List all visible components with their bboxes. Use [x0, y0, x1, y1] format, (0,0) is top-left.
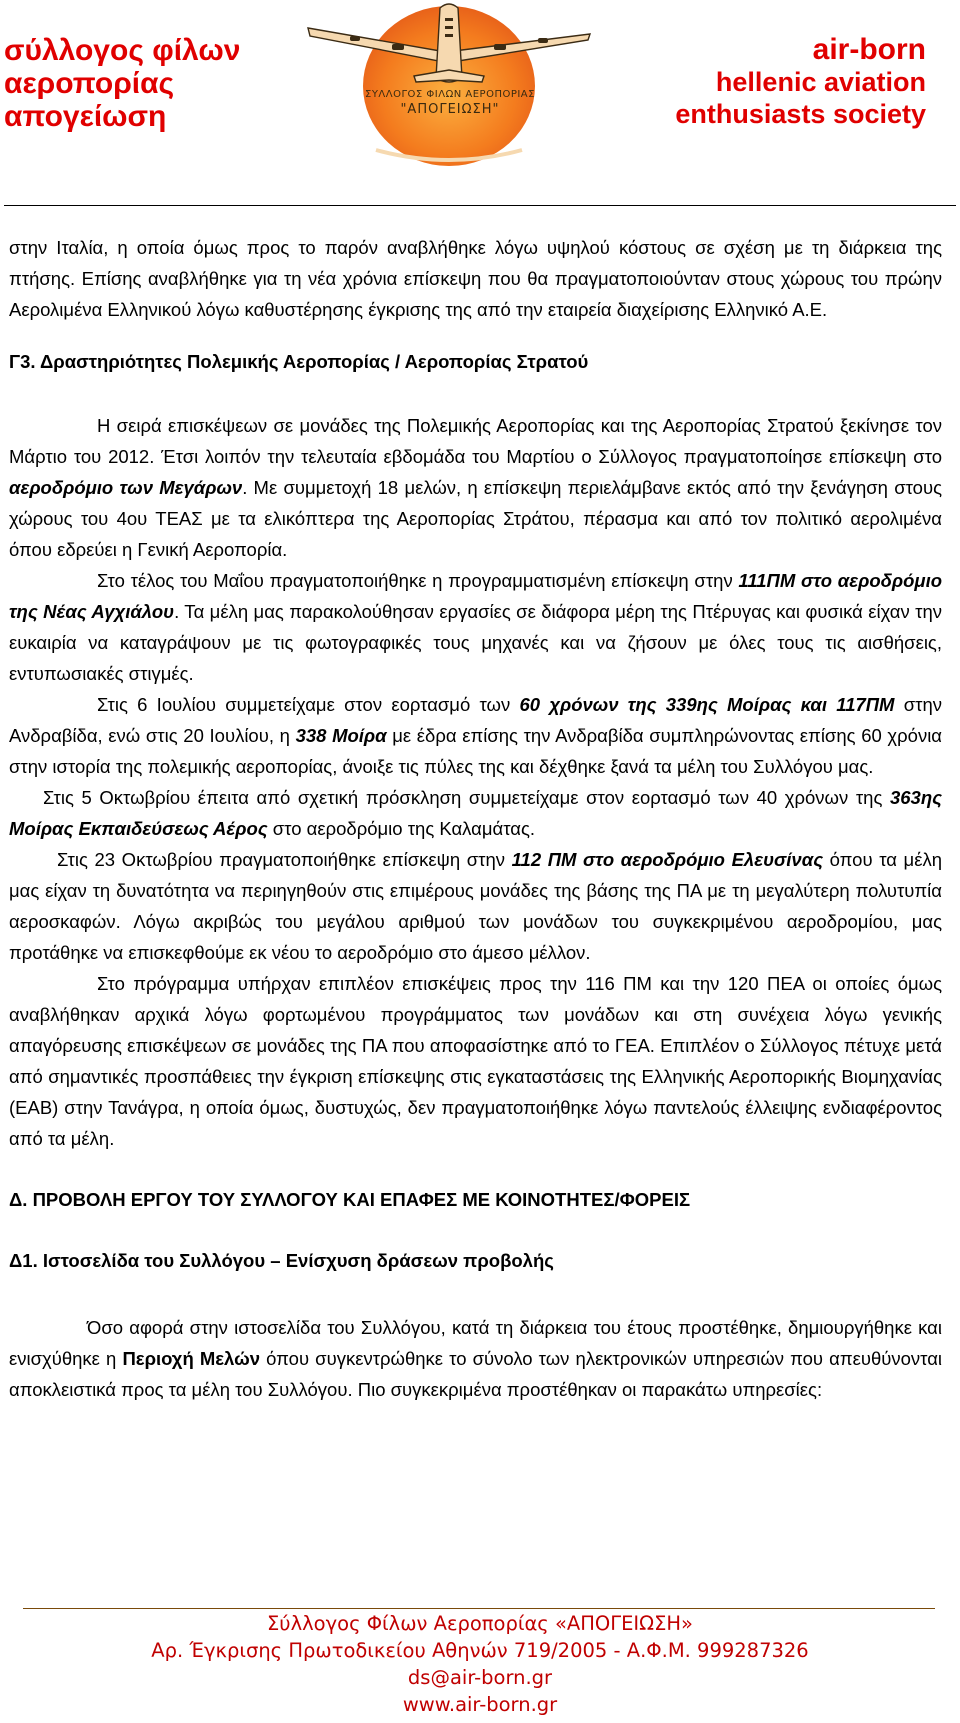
header-right-line-2: enthusiasts society [675, 99, 926, 129]
paragraph-postponed-visits: Στο πρόγραμμα υπήρχαν επιπλέον επισκέψεις προς την 116 ΠΜ και την 120 ΠΕΑ οι οποίες όμως αναβλήθηκαν αρχικά λόγω φορτωμένου προγράμματος των μονάδων και στη συνέχεια λόγω γενικής απαγόρευσης επισκέψεων σε μονάδες της ΠΑ που αποφασίστηκε από το ΓΕΑ. Επιπλέον ο Σύλλογος πέτυχε μετά από σημαντικές προσπάθειες την έγκριση επίσκεψης στις εγκαταστάσεις της Ελληνικής Αεροπορικής Βιομηχανίας (ΕΑΒ) στην Τανάγρα, η οποία όμως, δυστυχώς, δεν πραγματοποιήθηκε λόγω παντελούς έλλειψης ενδιαφέροντος από τα μέλη. [9, 973, 942, 1149]
footer-org-name: Σύλλογος Φίλων Αεροπορίας «ΑΠΟΓΕΙΩΣΗ» [266, 1612, 693, 1635]
paragraph-text: όπου τα μέλη μας είχαν τη δυνατότητα να περιηγηθούν στις επιμέρους μονάδες της βάσης της ΠΑ με τη μεγαλύτερη πολυτυπία αεροσκαφών. Λόγω ακριβώς του μεγάλου αριθμού των μονάδων του συγκεκριμένου αεροδρομίου, μας προτάθηκε να επισκεφθούμε εκ νέου το αεροδρόμιο στο άμεσο μέλλον. [9, 849, 942, 963]
paragraph-text: Στις 5 Οκτωβρίου έπειτα από σχετική πρόσκληση συμμετείχαμε στον εορτασμό των 40 χρόνων της [43, 787, 890, 808]
paragraph-text: Η σειρά επισκέψεων σε μονάδες της Πολεμικής Αεροπορίας και της Αεροπορίας Στρατού ξεκίνησε τον Μάρτιο του 2012. Έτσι λοιπόν την τελευταία εβδομάδα του Μαρτίου ο Σύλλογος πραγματοποίησε επίσκεψη στο [9, 415, 942, 467]
header-left-line-1: σύλλογος φίλων [4, 34, 241, 67]
footer-registration: Αρ. Έγκρισης Πρωτοδικείου Αθηνών 719/2005 - Α.Φ.Μ. 999287326 [151, 1639, 809, 1662]
footer [0, 1610, 960, 1718]
logo-caption-line-1: ΣΥΛΛΟΓΟΣ ΦΙΛΩΝ ΑΕΡΟΠΟΡΙΑΣ [365, 89, 535, 100]
header-right-line-1: hellenic aviation [715, 67, 926, 97]
paragraph-text: στην Ανδραβίδα, ενώ στις 20 Ιουλίου, η [9, 694, 942, 746]
emphasis-text: 338 Μοίρα [295, 725, 387, 746]
emphasis-text: 111ΠΜ στο αεροδρόμιο της Νέας Αγχιάλου [9, 570, 943, 622]
footer-website: www.air-born.gr [402, 1693, 558, 1716]
paragraph-megara [9, 410, 942, 565]
emphasis-text: αεροδρόμιο των Μεγάρων [9, 477, 243, 498]
header-left-line-2: αεροπορίας [4, 67, 175, 100]
paragraph-text: με έδρα επίσης την Ανδραβίδα συμπληρώνοντας επίσης 60 χρόνια στην ιστορία της πολεμικής αεροπορίας, άνοιξε τις πύλες της και δέχθηκε ξανά τα μέλη του Συλλόγου μας. [9, 725, 943, 777]
paragraph-text: όπου συγκεντρώθηκε το σύνολο των ηλεκτρονικών υπηρεσιών που απευθύνονται αποκλειστικά προς τα μέλη του Συλλόγου. Πιο συγκεκριμένα προστέθηκαν οι παρακάτω υπηρεσίες: [9, 1348, 943, 1400]
emphasis-text: 112 ΠΜ στο αεροδρόμιο Ελευσίνας [511, 849, 824, 870]
paragraph-elefsina [9, 844, 942, 968]
footer-email: ds@air-born.gr [407, 1666, 553, 1689]
section-heading-d: Δ. ΠΡΟΒΟΛΗ ΕΡΓΟΥ ΤΟΥ ΣΥΛΛΟΓΟΥ ΚΑΙ ΕΠΑΦΕΣ ΜΕ ΚΟΙΝΟΤΗΤΕΣ/ΦΟΡΕΙΣ [9, 1189, 691, 1210]
footer-divider [23, 1608, 935, 1609]
header-left-line-3: απογείωση [4, 100, 167, 133]
paragraph-text: . Με συμμετοχή 18 μελών, η επίσκεψη περιελάμβανε εκτός από την ξενάγηση στους χώρους του 4ου ΤΕΑΣ με τα ελικόπτερα της Αεροπορίας Στράτου, πέρασμα και από τον πολιτικό αερολιμένα όπου εδρεύει η Γενική Αεροπορία. [9, 477, 942, 560]
paragraph-text: Στις 23 Οκτωβρίου πραγματοποιήθηκε επίσκεψη στην [57, 849, 512, 870]
paragraph-website [9, 1312, 942, 1405]
paragraph-text: Στις 6 Ιουλίου συμμετείχαμε στον εορτασμό των [97, 694, 520, 715]
header-right-brand: air-born [812, 33, 926, 66]
header-divider [4, 205, 956, 206]
paragraph-italy-visit: στην Ιταλία, η οποία όμως προς το παρόν αναβλήθηκε λόγω υψηλού κόστους σε σχέση με τη διάρκεια της πτήσης. Επίσης αναβλήθηκε για τη νέα χρόνια επίσκεψη που θα πραγματοποιούνταν στους χώρους του πρώην Αερολιμένα Ελληνικού λόγω καθυστέρησης έγκρισης της από την εταιρεία διαχείρισης Ελληνικό Α.Ε. [9, 237, 942, 320]
header-right-title [675, 34, 926, 130]
emphasis-text: Περιοχή Μελών [122, 1348, 261, 1369]
paragraph-kalamata [9, 782, 942, 844]
header-left-title [4, 34, 240, 133]
paragraph-anchialos [9, 565, 942, 689]
airplane-logo-icon [306, 0, 592, 172]
paragraph-text: . Τα μέλη μας παρακολούθησαν εργασίες σε διάφορα μέρη της Πτέρυγας και φυσικά είχαν την ευκαιρία να καταγράψουν με τις φωτογραφικές τους μηχανές και να ζήσουν με όλες τους τις αισθήσεις, εντυπωσιακές στιγμές. [9, 601, 942, 684]
document-body [9, 232, 942, 1405]
emphasis-text: 60 χρόνων της 339ης Μοίρας και 117ΠΜ [519, 694, 895, 715]
paragraph-text: Στο τέλος του Μαΐου πραγματοποιήθηκε η προγραμματισμένη επίσκεψη στην [97, 570, 739, 591]
logo-caption [350, 89, 550, 117]
paragraph-andravida [9, 689, 942, 782]
logo-caption-line-2: "ΑΠΟΓΕΙΩΣΗ" [400, 102, 500, 117]
section-heading-g3: Γ3. Δραστηριότητες Πολεμικής Αεροπορίας / Αεροπορίας Στρατού [9, 351, 589, 372]
emphasis-text: 363ης Μοίρας Εκπαιδεύσεως Αέρος [9, 787, 942, 839]
paragraph-text: Όσο αφορά στην ιστοσελίδα του Συλλόγου, κατά τη διάρκεια του έτους προστέθηκε, δημιουργήθηκε και ενισχύθηκε η [9, 1317, 942, 1369]
paragraph-text: στο αεροδρόμιο της Καλαμάτας. [267, 818, 535, 839]
section-heading-d1: Δ1. Ιστοσελίδα του Συλλόγου – Ενίσχυση δράσεων προβολής [9, 1250, 554, 1271]
